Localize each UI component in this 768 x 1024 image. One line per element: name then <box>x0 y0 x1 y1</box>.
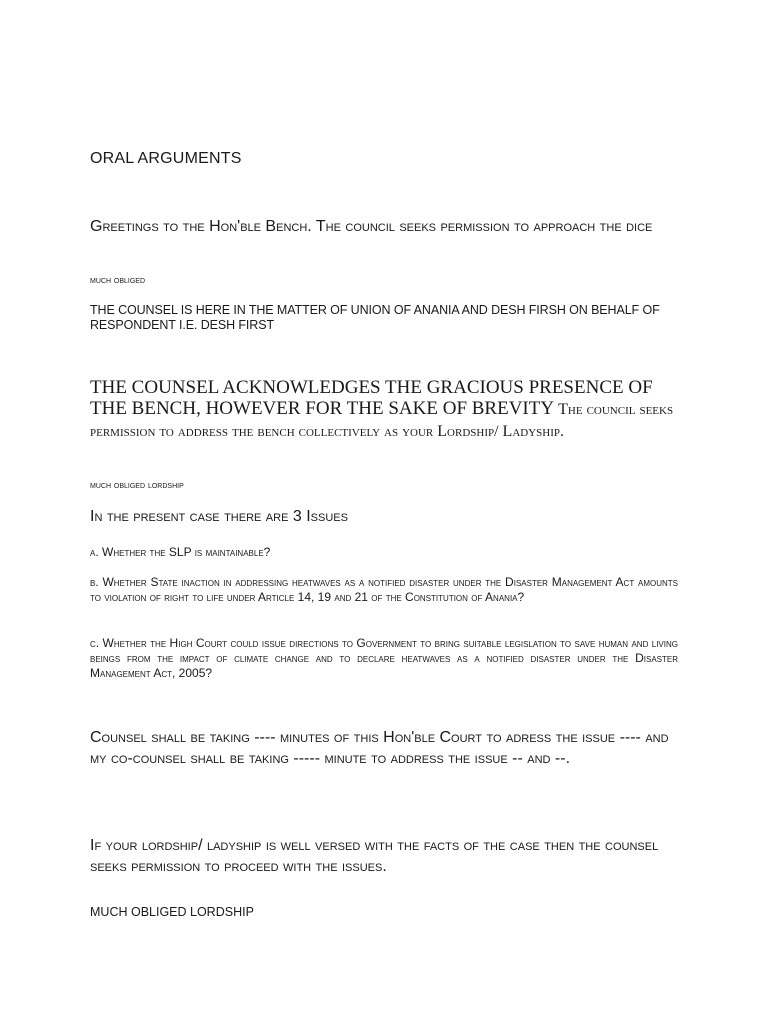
proceed-paragraph: If your lordship/ ladyship is well versed with the facts of the case then the counsel seeks permission to proceed with the issues. <box>90 837 659 875</box>
issue-c: c. Whether the High Court could issue directions to Government to bring suitable legislation to save human and living beings from the impact of climate change and to declare heatwaves as a notified disaster under the Disaster Management Act, 2005? <box>90 636 678 680</box>
greeting-paragraph: Greetings to the Hon'ble Bench. The council seeks permission to approach the dice <box>90 218 653 235</box>
much-obliged-note: much obliged <box>90 274 146 286</box>
time-allocation-paragraph: Counsel shall be taking ---- minutes of this Hon'ble Court to adress the issue ---- and my co-counsel shall be taking ----- minute to address the issue -- and --. <box>90 729 669 767</box>
acknowledgement-smallcaps-text: The council seeks permission to address the bench collectively as your Lordship/ Ladyship. <box>90 401 674 440</box>
acknowledgement-paragraph <box>90 377 678 442</box>
issue-b: b. Whether State inaction in addressing heatwaves as a notified disaster under the Disaster Management Act amounts to violation of right to life under Article 14, 19 and 21 of the Constitution of Anania? <box>90 575 678 604</box>
issues-intro: In the present case there are 3 Issues <box>90 508 348 525</box>
acknowledgement-caps-text: THE COUNSEL ACKNOWLEDGES THE GRACIOUS PRESENCE OF THE BENCH, HOWEVER FOR THE SAKE OF BREVITY <box>90 377 653 419</box>
page-title: ORAL ARGUMENTS <box>90 150 242 167</box>
closing-much-obliged: MUCH OBLIGED LORDSHIP <box>90 905 254 919</box>
counsel-matter-paragraph: THE COUNSEL IS HERE IN THE MATTER OF UNION OF ANANIA AND DESH FIRSH ON BEHALF OF RESPONDENT I.E. DESH FIRST <box>90 303 660 332</box>
much-obliged-lordship-note: much obliged lordship <box>90 479 184 491</box>
issue-a: a. Whether the SLP is maintainable? <box>90 545 271 559</box>
